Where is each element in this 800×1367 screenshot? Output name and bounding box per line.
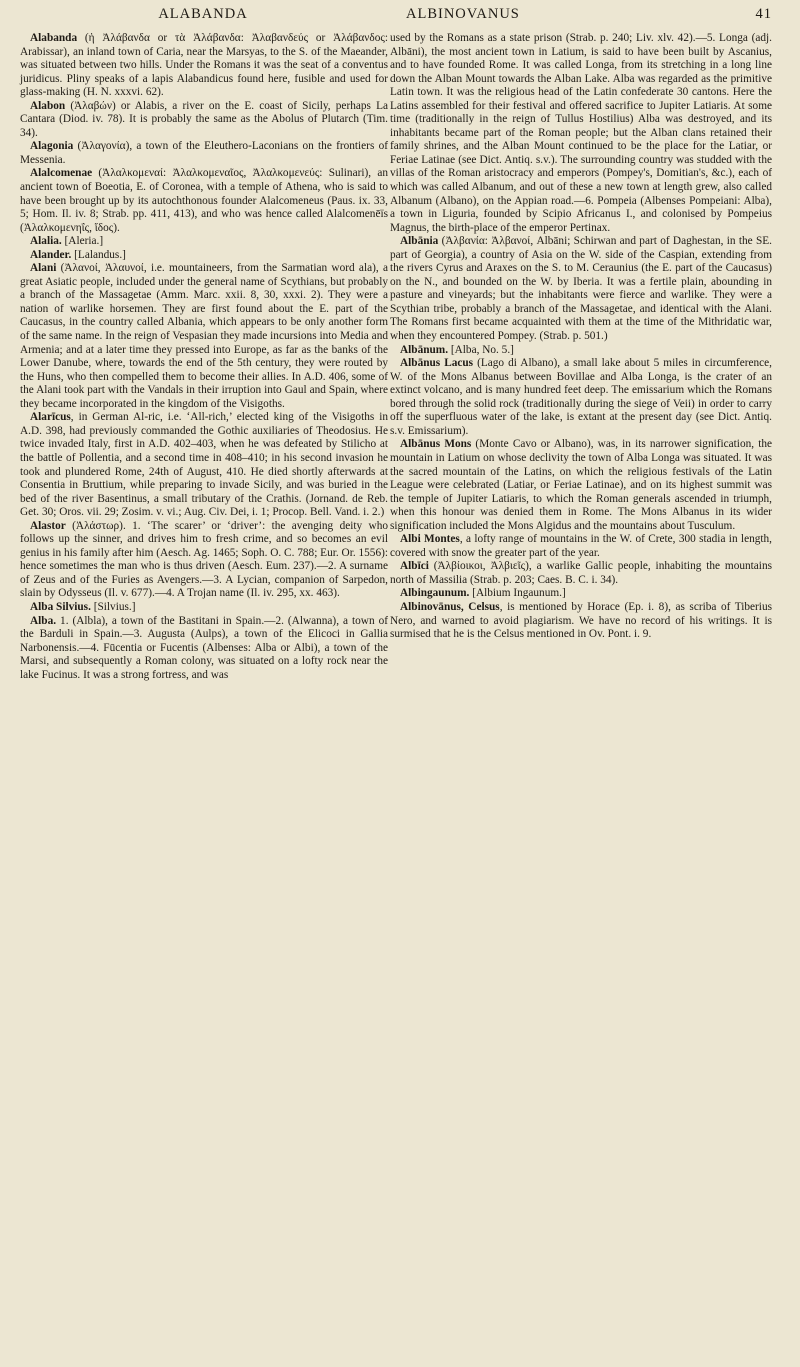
entry-text: (Ἀλαγονία), a town of the Eleuthero-Laconians on the frontiers of Messenia. xyxy=(20,140,388,166)
entry-text: (Ἀλαλκομεναί: Ἀλαλκομεναῖος, Ἀλαλκομενεύς: Sulinari), an ancient town of Boeotia, E. of Coronea, with a temple of Athena, who is said to have been brought up by its autochthonous founder Alalcomeneus (Paus. ix. 33, 5; Hom. Il. iv. 8; Strab. pp. 411, 413), and who was hence called Alalcomenēïs (Ἀλαλκομενηΐς, ἴδος). xyxy=(20,167,388,234)
entry-headword: Alani xyxy=(30,262,57,275)
text-columns xyxy=(20,32,772,682)
entry-text: , a lofty range of mountains in the W. of Crete, 300 stadia in length, covered with snow the greater part of the year. xyxy=(390,533,772,559)
entry-text: [Aleria.] xyxy=(61,235,104,248)
right-running-title: ALBINOVANUS xyxy=(406,6,520,22)
dictionary-entry xyxy=(390,601,772,642)
entry-headword: Alarīcus xyxy=(30,411,71,424)
entry-headword: Alba Silvius. xyxy=(30,600,91,613)
page-number: 41 xyxy=(755,6,772,22)
entry-text: [Alba, No. 5.] xyxy=(448,343,514,356)
dictionary-entry xyxy=(20,615,388,683)
dictionary-entry xyxy=(20,262,388,411)
running-head xyxy=(20,6,772,32)
entry-headword: Albānus Mons xyxy=(400,438,472,451)
dictionary-entry xyxy=(20,100,388,141)
entry-text: 1. (Albla), a town of the Bastitani in Spain.—2. (Alwanna), a town of the Barduli in Spain.—3. Augusta (Aulps), a town of the Elicoci in Gallia Narbonensis.—4. Fūcentia or Fucentis (Albenses: Alba or Albi), a town of the Marsi, and subsequently a Roman colony, was situated on a lofty rock near the lake Fucinus. It was a strong fortress, and was xyxy=(20,614,388,681)
entry-text: (Ἀλβίοικοι, Ἀλβιεῖς), a warlike Gallic people, inhabiting the mountains north of Massilia (Strab. p. 203; Caes. B. C. i. 34). xyxy=(390,560,772,586)
entry-text: (Ἀλανοί, Ἀλαυνοί, i.e. mountaineers, from the Sarmatian word ala), a great Asiatic people, included under the general name of Scythians, but probably a branch of the Massagetae (Amm. Marc. xxii. 8, 30, xxxi. 2). They were a nation of warlike horsemen. They are first found about the E. part of the Caucasus, in the country called Albania, which appears to be only another form of the same name. In the reign of Vespasian they made incursions into Media and Armenia; and at a later time they pressed into Europe, as far as the banks of the Lower Danube, where, towards the end of the 5th century, they were routed by the Huns, who then compelled them to become their allies. In A.D. 406, some of the Alani took part with the Vandals in their irruption into Gaul and Spain, where they became incorporated in the kingdom of the Visigoths. xyxy=(20,262,388,410)
entry-headword: Alalia. xyxy=(30,235,62,248)
entry-headword: Albīci xyxy=(400,560,429,573)
right-running-head xyxy=(386,6,772,23)
dictionary-entry xyxy=(20,167,388,235)
entry-text: (Lago di Albano), a small lake about 5 miles in circumference, W. of the Mons Albanus between Bovillae and Alba Longa, is the crater of an extinct volcano, and is many hundred feet deep. The emissarium which the Romans bored through the solid rock (traditionally during the siege of Veii) in order to carry off the superfluous water of the lake, is extant at the present day (see Dict. Antiq. s.v. Emissarium). xyxy=(390,357,772,437)
entry-headword: Albānus Lacus xyxy=(400,357,474,370)
dictionary-entry xyxy=(20,520,388,601)
entry-text: (Monte Cavo or Albano), was, in its narrower signification, the mountain in Latium on whose declivity the town of Alba Longa was situated. It was the sacred mountain of the Latins, on which the religious festivals of the Latin League were celebrated (Latiar, or Feriae Latinae), and on its highest summit was the temple of Jupiter Latiaris, to which the Roman generals ascended in triumph, when this honour was denied them in Rome. The Mons Albanus in its wider signification included the Mons Algidus and the mountains about Tusculum. xyxy=(390,438,772,532)
dictionary-entry xyxy=(20,249,388,263)
dictionary-entry xyxy=(390,344,772,358)
entry-text: (Ἀλάστωρ). 1. ‘The scarer’ or ‘driver’: the avenging deity who follows up the sinner, and drives him to fresh crime, and so becomes an evil genius in his family after him (Aesch. Ag. 1465; Soph. O. C. 788; Eur. Or. 1556): hence sometimes the man who is thus driven (Aesch. Eum. 237).—2. A surname of Zeus and of the Furies as Avengers.—3. A Lycian, companion of Sarpedon, slain by Odysseus (Il. v. 677).—4. A Trojan name (Il. iv. 295, xx. 463). xyxy=(20,519,388,600)
dictionary-entry xyxy=(20,235,388,249)
entry-text: [Albium Ingaunum.] xyxy=(469,587,566,600)
right-column xyxy=(390,32,772,682)
entry-text: [Silvius.] xyxy=(90,600,136,613)
dictionary-entry xyxy=(20,140,388,167)
entry-text: (ἡ Ἀλάβανδα or τὰ Ἀλάβανδα: Ἀλαβανδεύς or Ἀλάβανδος: Arabissar), an inland town of Caria, near the Marsyas, to the S. of the Maeander, was situated between two hills. Under the Romans it was the seat of a conventus juridicus. Pliny speaks of a lapis Alabandicus found here, fusible and used for glass-making (H. N. xxxvi. 62). xyxy=(20,32,388,99)
entry-text: (Ἀλβανία: Ἀλβανοί, Albāni; Schirwan and part of Daghestan, in the SE. part of Georgia), a country of Asia on the W. side of the Caspian, extending from the rivers Cyrus and Araxes on the S. to M. Ceraunius (the E. part of the Caucasus) on the N., and bounded on the W. by Iberia. It was a fertile plain, abounding in pasture and vineyards; but the inhabitants were fierce and warlike. They were a Scythian tribe, probably a branch of the Massagetae, and identical with the Alani. The Romans first became acquainted with them at the time of the Mithridatic war, when they encountered Pompey. (Strab. p. 501.) xyxy=(390,235,772,343)
entry-headword: Albinovānus, Celsus xyxy=(400,600,500,613)
entry-headword: Alalcomenae xyxy=(30,167,93,180)
dictionary-entry xyxy=(390,32,772,235)
entry-headword: Albi Montes xyxy=(400,533,460,546)
entry-text: (Ἀλαβών) or Alabis, a river on the E. coast of Sicily, perhaps La Cantara (Diod. iv. 78). It is probably the same as the Abolus of Plutarch (Tim. 34). xyxy=(20,99,388,139)
dictionary-entry xyxy=(390,357,772,438)
dictionary-entry xyxy=(20,32,388,100)
dictionary-entry xyxy=(390,235,772,343)
dictionary-entry xyxy=(390,533,772,560)
entry-headword: Alba. xyxy=(30,614,57,627)
entry-headword: Alagonia xyxy=(30,140,74,153)
entry-headword: Alander. xyxy=(30,248,72,261)
left-column xyxy=(20,32,388,682)
entry-headword: Alabanda xyxy=(30,32,78,44)
dictionary-entry xyxy=(390,560,772,587)
entry-headword: Albingaunum. xyxy=(400,587,470,600)
entry-text: , in German Al-ric, i.e. ‘All-rich,’ elected king of the Visigoths in A.D. 398, had previously commanded the Gothic auxiliaries of Theodosius. He twice invaded Italy, first in A.D. 402–403, when he was defeated by Stilicho at the battle of Pollentia, and a second time in 408–410; in his second invasion he took and plundered Rome, 24th of August, 410. He died shortly afterwards at Consentia in Bruttium, while preparing to invade Sicily, and was buried in the bed of the river Basentinus, a small tributary of the Crathis. (Jornand. de Reb. Get. 30; Oros. vii. 29; Zosim. v. vi.; Aug. Civ. Dei, i. 1; Procop. Bell. Vand. i. 2.) xyxy=(20,411,388,519)
entry-headword: Alastor xyxy=(30,519,66,532)
entry-headword: Alabon xyxy=(30,99,66,112)
dictionary-entry xyxy=(390,438,772,533)
dictionary-entry xyxy=(390,587,772,601)
entry-headword: Albānia xyxy=(400,235,439,248)
entry-text: , is mentioned by Horace (Ep. i. 8), as scriba of Tiberius Nero, and warned to avoid plagiarism. We have no record of his writings. It is surmised that he is the Celsus mentioned in Ov. Pont. i. 9. xyxy=(390,600,772,641)
dictionary-entry xyxy=(20,601,388,615)
entry-text: [Lalandus.] xyxy=(71,248,126,261)
dictionary-entry xyxy=(20,411,388,519)
entry-headword: Albānum. xyxy=(400,343,449,356)
entry-text: used by the Romans as a state prison (Strab. p. 240; Liv. xlv. 42).—5. Longa (adj. Albāni), the most ancient town in Latium, is said to have been built by Ascanius, and to have founded Rome. It was called Longa, from its stretching in a long line down the Alban Mount towards the Alban Lake. Alba was regarded as the primitive Latin town. It was the religious head of the Latin confederate 30 cantons. Here the Latins assembled for their festival and offered sacrifice to Jupiter Latiaris. At some time (traditionally in the reign of Tullus Hostilius) Alba was destroyed, and its inhabitants became part of the Roman people; but the Alban clans retained their family shrines, and the Alban Mount continued to be the place for the Latiar, or Feriae Latinae (see Dict. Antiq. s.v.). The surrounding country was studded with the villas of the Roman aristocracy and emperors (Pompey's, Domitian's, &c.), each of which was called Albanum, and out of these a new town at length grew, also called Albanum (Albano), on the Appian road.—6. Pompeia (Albenses Pompeiani: Alba), a town in Liguria, founded by Scipio Africanus I., and colonised by Pompeius Magnus, the birth-place of the emperor Pertinax. xyxy=(390,32,772,234)
left-running-title: ALABANDA xyxy=(158,6,248,22)
